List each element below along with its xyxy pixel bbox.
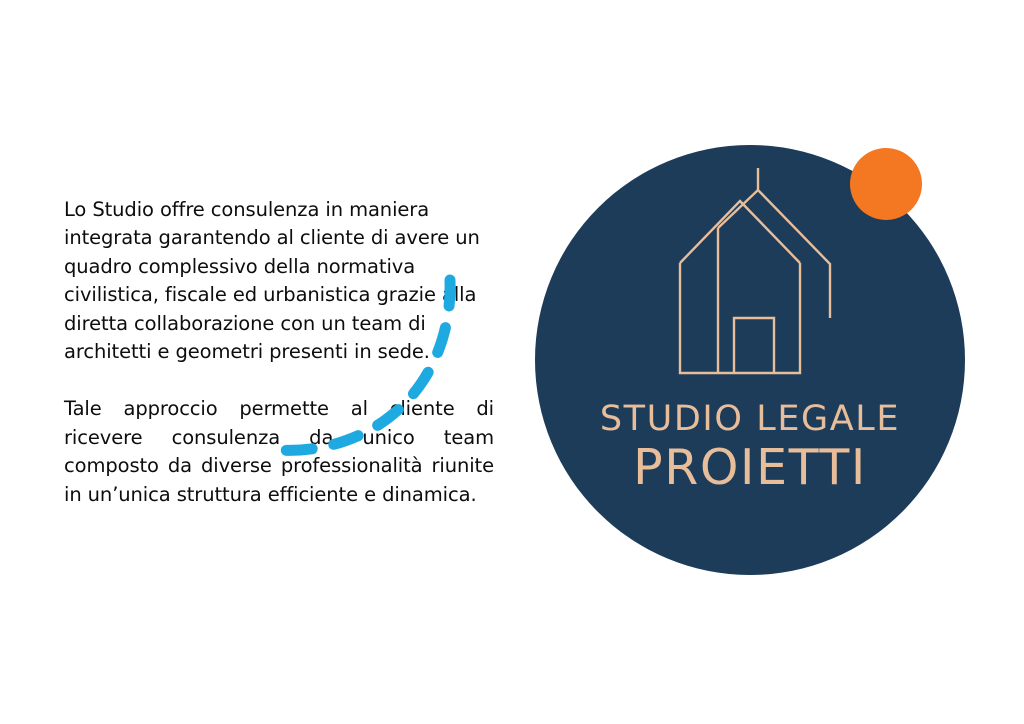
logo-line-1: STUDIO LEGALE bbox=[599, 399, 901, 439]
dashed-arc-decoration bbox=[238, 272, 468, 462]
accent-dot-icon bbox=[850, 148, 922, 220]
house-outline-icon bbox=[670, 168, 840, 398]
logo-line-2: PROIETTI bbox=[633, 439, 867, 496]
logo-wordmark bbox=[520, 398, 980, 496]
paragraph-1: Lo Studio offre consulenza in maniera integrata garantendo al cliente di avere un quadro complessivo della normativa civilistica, fiscale ed urbanistica grazie alla diretta collaborazione con un team di architetti e geometri presenti in sede. bbox=[64, 198, 480, 364]
paragraph-2: Tale approccio permette al cliente di ricevere consulenza da unico team composto da diverse professionalità riunite in un’unica struttura efficiente e dinamica. bbox=[64, 397, 494, 506]
logo bbox=[520, 130, 990, 600]
